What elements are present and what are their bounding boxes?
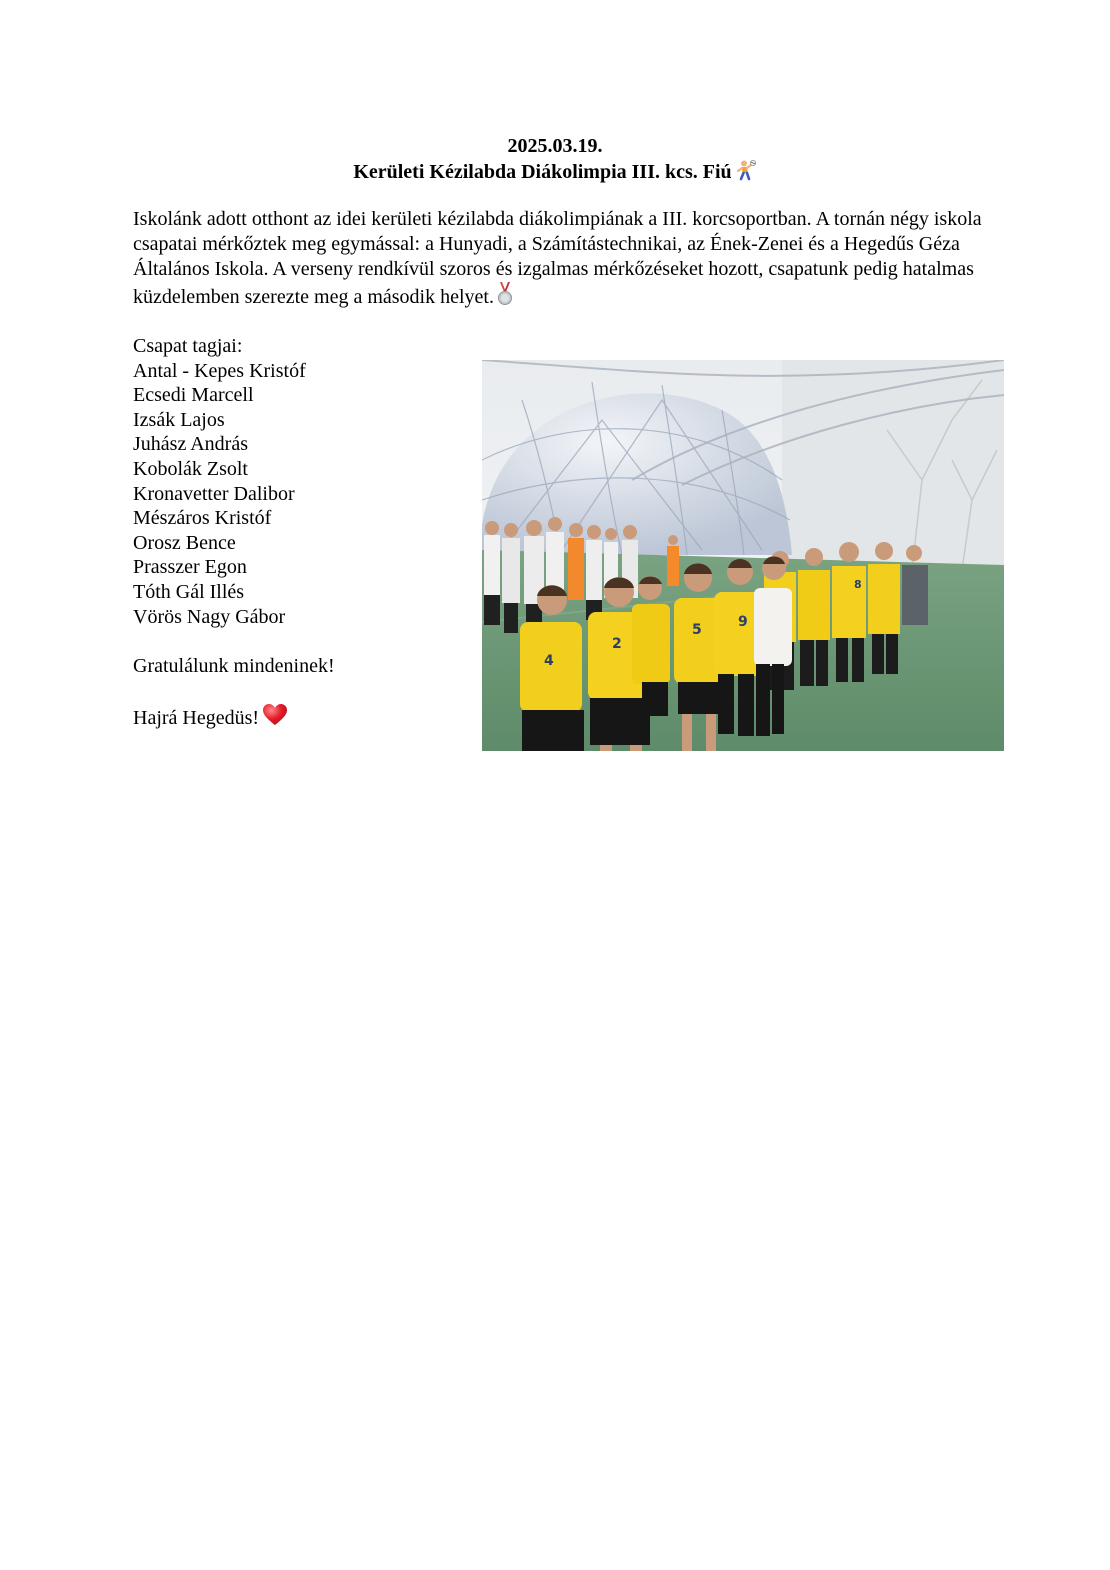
team-member: Tóth Gál Illés <box>133 580 245 603</box>
team-member-list <box>133 359 463 630</box>
team-member: Kronavetter Dalibor <box>133 482 295 505</box>
intro-text: Iskolánk adott otthont az idei kerületi kézilabda diákolimpiának a III. korcsoportban. A tornán négy iskola csapatai mérkőztek meg egymással: a Hunyadi, a Számítástechnikai, az Ének-Zenei és a Hegedűs Géza Általános Iskola. A verseny rendkívül szoros és izgalmas mérkőzéseket hozott, csapatunk pedig hatalmas küzdelemben szerezte meg a második helyet. <box>133 208 982 308</box>
cheer-line <box>133 703 463 734</box>
team-member: Juhász András <box>133 433 248 456</box>
jersey-number: 4 <box>544 653 554 669</box>
team-member: Ecsedi Marcell <box>133 384 254 407</box>
team-member: Mészáros Kristóf <box>133 507 272 530</box>
jersey-number: 8 <box>854 578 862 591</box>
document-header <box>0 133 1110 188</box>
team-member: Izsák Lajos <box>133 408 225 431</box>
intro-paragraph <box>133 207 983 313</box>
document-title: Kerületi Kézilabda Diákolimpia III. kcs. Fiú <box>353 161 732 183</box>
team-member: Antal - Kepes Kristóf <box>133 359 306 382</box>
red-heart-icon <box>262 703 288 734</box>
jersey-number: 9 <box>738 614 748 630</box>
jersey-number: 5 <box>692 622 702 638</box>
team-heading: Csapat tagjai: <box>133 335 243 357</box>
team-member: Orosz Bence <box>133 531 236 554</box>
document-title-line <box>0 159 1110 188</box>
handball-player-icon <box>735 159 757 188</box>
team-photo <box>482 360 1004 751</box>
team-member: Vörös Nagy Gábor <box>133 605 286 628</box>
cheer-text: Hajrá Hegedüs! <box>133 706 260 729</box>
team-section <box>133 334 463 734</box>
jersey-number: 2 <box>612 636 622 652</box>
silver-medal-icon <box>497 282 513 313</box>
congrats-text: Gratulálunk mindeninek! <box>133 654 335 677</box>
document-date: 2025.03.19. <box>507 135 603 157</box>
team-member: Prasszer Egon <box>133 556 247 579</box>
team-member: Kobolák Zsolt <box>133 457 248 480</box>
